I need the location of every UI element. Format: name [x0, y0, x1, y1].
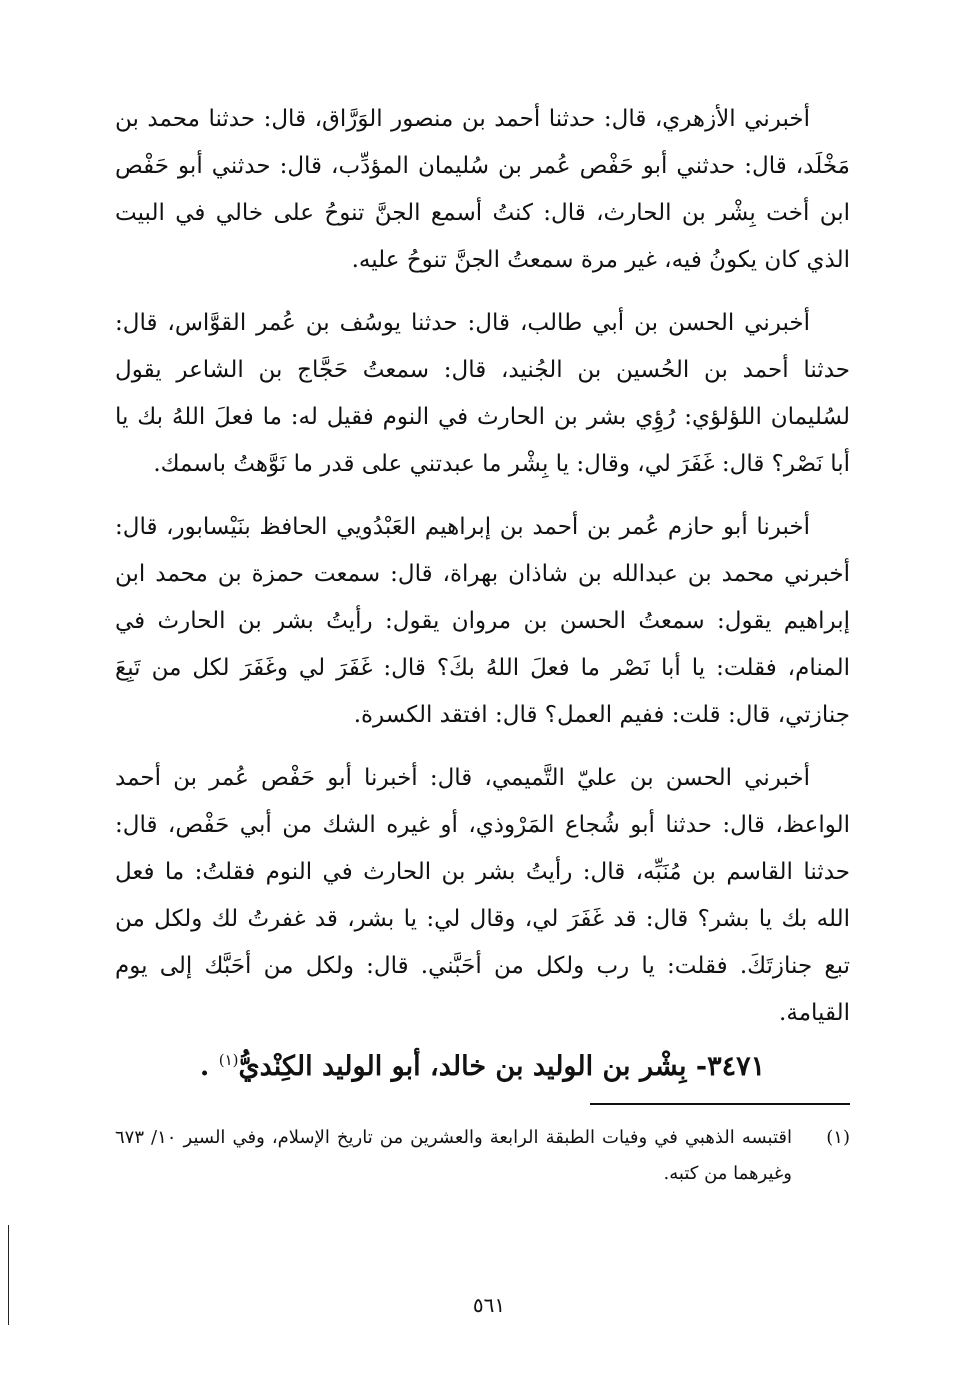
main-text: [115, 96, 850, 1053]
footnote-text: اقتبسه الذهبي في وفيات الطبقة الرابعة والعشرين من تاريخ الإسلام، وفي السير ١٠/ ٦٧٣ وغيرهما من كتبه.: [115, 1127, 792, 1184]
entry-heading-text: ٣٤٧١- بِشْر بن الوليد بن خالد، أبو الوليد الكِنْديُّ: [238, 1051, 766, 1082]
footnote-separator: [590, 1103, 850, 1105]
paragraph-2: أخبرني الحسن بن أبي طالب، قال: حدثنا يوسُف بن عُمر القوَّاس، قال: حدثنا أحمد بن الحُسين بن الجُنيد، قال: سمعتُ حَجَّاج بن الشاعر يقول لسُليمان اللؤلؤي: رُؤِي بشر بن الحارث في النوم فقيل له: ما فعلَ اللهُ بك يا أبا نَصْر؟ قال: غَفَرَ لي، وقال: يا بِشْر ما عبدتني على قدر ما نَوَّهتُ باسمك.: [115, 310, 850, 477]
footnote-row: [115, 1120, 850, 1192]
paragraph-3: أخبرنا أبو حازم عُمر بن أحمد بن إبراهيم العَبْدُويي الحافظ بنَيْسابور، قال: أخبرني محمد بن عبدالله بن شاذان بهراة، قال: سمعت حمزة بن محمد ابن إبراهيم يقول: سمعتُ الحسن بن مروان يقول: رأيتُ بشر بن الحارث في المنام، فقلت: يا أبا نَصْر ما فعلَ اللهُ بكَ؟ قال: غَفَرَ لي وغَفَرَ لكل من تَبِعَ جنازتي، قال: قلت: ففيم العمل؟ قال: افتقد الكسرة.: [115, 514, 850, 728]
entry-heading: [115, 1040, 850, 1087]
entry-heading-end: .: [199, 1051, 210, 1082]
paragraph-1: أخبرني الأزهري، قال: حدثنا أحمد بن منصور الوَرَّاق، قال: حدثنا محمد بن مَخْلَد، قال: حدثني أبو حَفْص عُمر بن سُليمان المؤدِّب، قال: حدثني أبو حَفْص ابن أخت بِشْر بن الحارث، قال: كنتُ أسمع الجنَّ تنوحُ على خالي في البيت الذي كان يكونُ فيه، غير مرة سمعتُ الجنَّ تنوحُ عليه.: [115, 106, 850, 273]
footnote-reference-mark: (١): [218, 1051, 239, 1069]
paragraph-4: أخبرني الحسن بن عليّ التَّميمي، قال: أخبرنا أبو حَفْص عُمر بن أحمد الواعظ، قال: حدثنا أبو شُجاع المَرْوذي، أو غيره الشك من أبي حَفْص، قال: حدثنا القاسم بن مُنَبِّه، قال: رأيتُ بشر بن الحارث في النوم فقلتُ: ما فعل الله بك يا بشر؟ قال: قد غَفَرَ لي، وقال لي: يا بشر، قد غفرتُ لك ولكل من تبع جنازتَكَ. فقلت: يا رب ولكل من أحَبَّني. قال: ولكل من أحَبَّك إلى يوم القيامة.: [115, 765, 850, 1026]
footnote-number: (١): [826, 1127, 850, 1148]
page-number: ٥٦١: [472, 1293, 506, 1317]
footnote: [115, 1120, 850, 1192]
scan-margin-line: [8, 1225, 9, 1325]
